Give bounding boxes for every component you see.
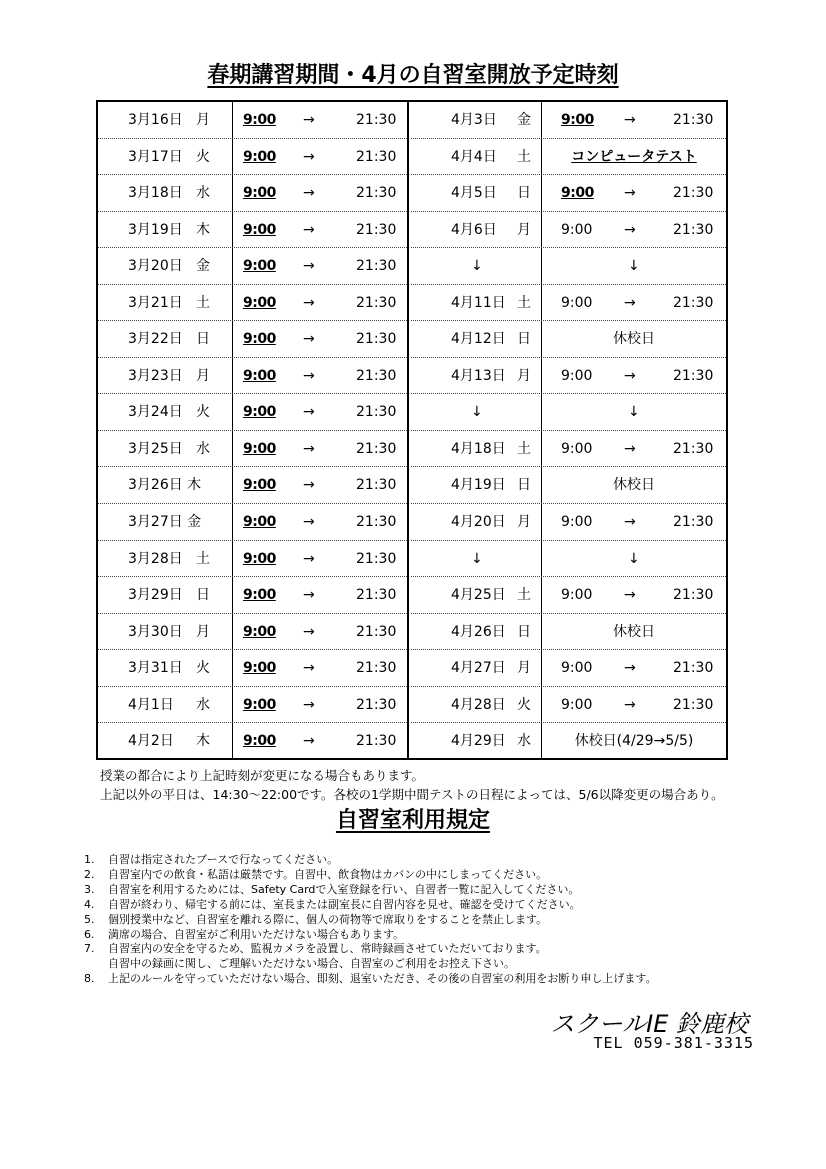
rule-item xyxy=(84,972,656,987)
row-date: 4月19日 xyxy=(451,477,506,494)
rule-text: 自習が終わり、帰宅する前には、室長または副室長に自習内容を見せ、確認を受けてください。 xyxy=(108,897,581,911)
row-date: 4月27日 xyxy=(451,660,506,677)
row-date: 3月27日 金 xyxy=(128,514,202,531)
close-time: 21:30 xyxy=(356,550,397,567)
open-time: 9:00 xyxy=(243,477,276,494)
schedule-row xyxy=(98,321,407,358)
rule-item xyxy=(84,913,656,928)
row-weekday: 水 xyxy=(196,185,210,202)
open-time: 9:00 xyxy=(243,587,276,604)
open-time: 9:00 xyxy=(243,331,276,348)
row-weekday: 日 xyxy=(517,331,531,348)
close-time: 21:30 xyxy=(356,112,397,128)
arrow-icon: → xyxy=(624,696,636,713)
schedule-row xyxy=(411,650,726,687)
schedule-row xyxy=(411,431,726,468)
row-weekday: 日 xyxy=(517,185,531,202)
close-time: 21:30 xyxy=(356,258,397,275)
schedule-row xyxy=(98,102,407,139)
close-time: 21:30 xyxy=(673,112,714,128)
row-date: 3月20日 xyxy=(128,258,183,275)
close-time: 21:30 xyxy=(356,440,397,457)
open-time: 9:00 xyxy=(243,514,276,531)
row-date: 3月24日 xyxy=(128,404,183,421)
row-date: 3月16日 xyxy=(128,112,183,128)
schedule-left-column xyxy=(98,102,409,758)
closed-label: 休校日 xyxy=(613,331,655,348)
down-arrow-icon: ↓ xyxy=(471,404,483,421)
close-time: 21:30 xyxy=(356,221,397,238)
rule-number: 6. xyxy=(84,927,95,941)
open-time: 9:00 xyxy=(561,112,594,128)
row-weekday: 月 xyxy=(196,623,210,640)
row-weekday: 土 xyxy=(196,550,210,567)
schedule-notes xyxy=(100,766,724,804)
rules-title: 自習室利用規定 xyxy=(335,808,490,833)
arrow-icon: → xyxy=(624,221,636,238)
rule-number: 3. xyxy=(84,882,95,896)
close-time: 21:30 xyxy=(356,514,397,531)
schedule-row xyxy=(98,358,407,395)
row-date: 4月28日 xyxy=(451,696,506,713)
open-time: 9:00 xyxy=(243,185,276,202)
row-date: 3月22日 xyxy=(128,331,183,348)
open-time: 9:00 xyxy=(561,294,593,311)
open-time: 9:00 xyxy=(561,185,594,202)
open-time: 9:00 xyxy=(561,660,593,677)
row-weekday: 金 xyxy=(196,258,210,275)
open-time: 9:00 xyxy=(561,696,593,713)
schedule-row xyxy=(411,285,726,322)
schedule-row xyxy=(411,212,726,249)
arrow-icon: → xyxy=(624,440,636,457)
row-date: 3月18日 xyxy=(128,185,183,202)
schedule-row xyxy=(98,248,407,285)
open-time: 9:00 xyxy=(561,367,593,384)
rule-text-continued: 自習中の録画に関し、ご理解いただけない場合、自習室のご利用をお控え下さい。 xyxy=(108,957,515,971)
note-line: 授業の都合により上記時刻が変更になる場合もあります。 xyxy=(100,768,425,783)
schedule-row xyxy=(411,577,726,614)
schedule-row xyxy=(98,394,407,431)
row-weekday: 土 xyxy=(196,294,210,311)
rule-item xyxy=(84,853,656,868)
schedule-row xyxy=(98,614,407,651)
schedule-row xyxy=(411,102,726,139)
open-time: 9:00 xyxy=(243,404,276,421)
row-date: 3月26日 木 xyxy=(128,477,202,494)
row-weekday: 月 xyxy=(517,660,531,677)
arrow-icon: → xyxy=(303,148,315,165)
arrow-icon: → xyxy=(303,185,315,202)
row-weekday: 火 xyxy=(196,404,210,421)
row-date: 4月26日 xyxy=(451,623,506,640)
row-weekday: 木 xyxy=(196,733,210,750)
row-date: 4月4日 xyxy=(451,148,497,165)
schedule-row xyxy=(98,175,407,212)
arrow-icon: → xyxy=(303,294,315,311)
schedule-row xyxy=(411,687,726,724)
schedule-table xyxy=(96,100,728,760)
close-time: 21:30 xyxy=(356,696,397,713)
schedule-row xyxy=(98,687,407,724)
open-time: 9:00 xyxy=(243,660,276,677)
row-date: 3月29日 xyxy=(128,587,183,604)
open-time: 9:00 xyxy=(561,514,593,531)
rule-number: 4. xyxy=(84,897,95,911)
close-time: 21:30 xyxy=(673,185,714,202)
schedule-row xyxy=(411,723,726,760)
schedule-row xyxy=(411,614,726,651)
row-date: 4月5日 xyxy=(451,185,497,202)
row-weekday: 火 xyxy=(196,148,210,165)
row-date: 4月12日 xyxy=(451,331,506,348)
arrow-icon: → xyxy=(303,367,315,384)
rule-item xyxy=(84,868,656,883)
schedule-right-column xyxy=(411,102,726,758)
row-date: 4月18日 xyxy=(451,440,506,457)
row-weekday: 水 xyxy=(196,696,210,713)
row-weekday: 日 xyxy=(517,623,531,640)
row-date: 4月29日 xyxy=(451,733,506,750)
close-time: 21:30 xyxy=(673,660,714,677)
close-time: 21:30 xyxy=(356,331,397,348)
arrow-icon: → xyxy=(624,514,636,531)
arrow-icon: → xyxy=(624,112,636,128)
close-time: 21:30 xyxy=(356,623,397,640)
open-time: 9:00 xyxy=(243,258,276,275)
row-weekday: 月 xyxy=(196,112,210,128)
row-weekday: 月 xyxy=(196,367,210,384)
row-weekday: 水 xyxy=(196,440,210,457)
schedule-row xyxy=(98,504,407,541)
arrow-icon: → xyxy=(303,221,315,238)
telephone: TEL 059-381-3315 xyxy=(593,1034,754,1052)
row-weekday: 土 xyxy=(517,587,531,604)
row-date: 4月3日 xyxy=(451,112,497,128)
arrow-icon: → xyxy=(303,660,315,677)
schedule-row xyxy=(98,541,407,578)
row-weekday: 日 xyxy=(196,587,210,604)
arrow-icon: → xyxy=(624,660,636,677)
rule-text: 個別授業中など、自習室を離れる際に、個人の荷物等で席取りをすることを禁止します。 xyxy=(108,912,548,926)
down-arrow-icon: ↓ xyxy=(628,550,640,567)
row-weekday: 水 xyxy=(517,733,531,750)
row-date: 4月2日 xyxy=(128,733,174,750)
down-arrow-icon: ↓ xyxy=(471,258,483,275)
rule-item xyxy=(84,898,656,913)
open-time: 9:00 xyxy=(243,733,276,750)
closed-label: 休校日(4/29→5/5) xyxy=(574,733,694,750)
arrow-icon: → xyxy=(303,514,315,531)
row-date: 4月13日 xyxy=(451,367,506,384)
close-time: 21:30 xyxy=(673,367,714,384)
row-weekday: 金 xyxy=(517,112,531,128)
arrow-icon: → xyxy=(303,477,315,494)
down-arrow-icon: ↓ xyxy=(471,550,483,567)
close-time: 21:30 xyxy=(356,477,397,494)
row-weekday: 火 xyxy=(196,660,210,677)
open-time: 9:00 xyxy=(243,221,276,238)
test-label: コンピュータテスト xyxy=(571,148,697,165)
row-date: 3月30日 xyxy=(128,623,183,640)
close-time: 21:30 xyxy=(356,367,397,384)
arrow-icon: → xyxy=(303,623,315,640)
schedule-row xyxy=(411,394,726,431)
row-date: 3月21日 xyxy=(128,294,183,311)
open-time: 9:00 xyxy=(243,294,276,311)
row-weekday: 木 xyxy=(196,221,210,238)
rule-item xyxy=(84,883,656,898)
row-weekday: 月 xyxy=(517,221,531,238)
arrow-icon: → xyxy=(303,258,315,275)
arrow-icon: → xyxy=(624,185,636,202)
open-time: 9:00 xyxy=(561,587,593,604)
school-name: スクールIE 鈴鹿校 xyxy=(550,1010,748,1038)
page-title: 春期講習期間・4月の自習室開放予定時刻 xyxy=(207,63,619,88)
rule-text: 自習は指定されたブースで行なってください。 xyxy=(108,853,339,866)
row-date: 4月11日 xyxy=(451,294,506,311)
schedule-row xyxy=(411,248,726,285)
open-time: 9:00 xyxy=(243,623,276,640)
row-weekday: 日 xyxy=(517,477,531,494)
row-date: 3月31日 xyxy=(128,660,183,677)
row-weekday: 日 xyxy=(196,331,210,348)
rule-number: 2. xyxy=(84,867,95,881)
arrow-icon: → xyxy=(303,587,315,604)
rule-text: 自習室内での飲食・私語は厳禁です。自習中、飲食物はカバンの中にしまってください。 xyxy=(108,867,548,881)
open-time: 9:00 xyxy=(243,440,276,457)
rule-text: 自習室を利用するためには、Safety Cardで入室登録を行い、自習者一覧に記入してください。 xyxy=(108,882,580,896)
rule-text: 満席の場合、自習室がご利用いただけない場合もあります。 xyxy=(108,927,405,941)
arrow-icon: → xyxy=(303,331,315,348)
arrow-icon: → xyxy=(303,404,315,421)
open-time: 9:00 xyxy=(243,367,276,384)
row-weekday: 火 xyxy=(517,696,531,713)
arrow-icon: → xyxy=(303,696,315,713)
rules-list xyxy=(84,853,656,987)
rule-text: 上記のルールを守っていただけない場合、即刻、退室いただき、その後の自習室の利用をお断り申し上げます。 xyxy=(108,972,657,986)
schedule-row xyxy=(411,358,726,395)
row-date: 3月25日 xyxy=(128,440,183,457)
close-time: 21:30 xyxy=(356,404,397,421)
row-date: 3月23日 xyxy=(128,367,183,384)
close-time: 21:30 xyxy=(673,294,714,311)
rule-number: 8. xyxy=(84,972,95,986)
rule-number: 7. xyxy=(84,942,95,956)
arrow-icon: → xyxy=(303,112,315,128)
close-time: 21:30 xyxy=(673,696,714,713)
schedule-row xyxy=(98,431,407,468)
rule-item xyxy=(84,928,656,943)
arrow-icon: → xyxy=(303,440,315,457)
rule-text: 自習室内の安全を守るため、監視カメラを設置し、常時録画させていただいております。 xyxy=(108,942,547,956)
open-time: 9:00 xyxy=(243,696,276,713)
arrow-icon: → xyxy=(303,550,315,567)
schedule-row xyxy=(98,650,407,687)
arrow-icon: → xyxy=(624,367,636,384)
row-date: 3月17日 xyxy=(128,148,183,165)
schedule-row xyxy=(411,175,726,212)
row-date: 3月28日 xyxy=(128,550,183,567)
arrow-icon: → xyxy=(624,587,636,604)
close-time: 21:30 xyxy=(356,587,397,604)
schedule-row xyxy=(98,285,407,322)
row-date: 3月19日 xyxy=(128,221,183,238)
row-weekday: 月 xyxy=(517,514,531,531)
row-weekday: 土 xyxy=(517,294,531,311)
arrow-icon: → xyxy=(303,733,315,750)
schedule-row xyxy=(411,541,726,578)
schedule-row xyxy=(411,504,726,541)
close-time: 21:30 xyxy=(673,221,714,238)
schedule-row xyxy=(98,212,407,249)
close-time: 21:30 xyxy=(356,185,397,202)
schedule-row xyxy=(98,723,407,760)
close-time: 21:30 xyxy=(673,440,714,457)
rule-number: 5. xyxy=(84,912,95,926)
close-time: 21:30 xyxy=(356,148,397,165)
closed-label: 休校日 xyxy=(613,623,655,640)
schedule-row xyxy=(411,321,726,358)
row-date: 4月1日 xyxy=(128,696,174,713)
down-arrow-icon: ↓ xyxy=(628,404,640,421)
arrow-icon: → xyxy=(624,294,636,311)
row-date: 4月6日 xyxy=(451,221,497,238)
row-date: 4月25日 xyxy=(451,587,506,604)
schedule-row xyxy=(411,467,726,504)
rule-number: 1. xyxy=(84,853,95,866)
close-time: 21:30 xyxy=(356,294,397,311)
row-weekday: 月 xyxy=(517,367,531,384)
close-time: 21:30 xyxy=(356,733,397,750)
closed-label: 休校日 xyxy=(613,477,655,494)
note-line: 上記以外の平日は、14:30～22:00です。各校の1学期中間テストの日程によっては、5/6以降変更の場合あり。 xyxy=(100,787,724,802)
row-date: 4月20日 xyxy=(451,514,506,531)
schedule-row xyxy=(411,139,726,176)
rule-item xyxy=(84,942,656,972)
schedule-row xyxy=(98,139,407,176)
open-time: 9:00 xyxy=(561,440,593,457)
open-time: 9:00 xyxy=(561,221,593,238)
open-time: 9:00 xyxy=(243,112,276,128)
schedule-row xyxy=(98,577,407,614)
close-time: 21:30 xyxy=(673,587,714,604)
close-time: 21:30 xyxy=(356,660,397,677)
down-arrow-icon: ↓ xyxy=(628,258,640,275)
row-weekday: 土 xyxy=(517,440,531,457)
open-time: 9:00 xyxy=(243,550,276,567)
open-time: 9:00 xyxy=(243,148,276,165)
schedule-row xyxy=(98,467,407,504)
row-weekday: 土 xyxy=(517,148,531,165)
close-time: 21:30 xyxy=(673,514,714,531)
